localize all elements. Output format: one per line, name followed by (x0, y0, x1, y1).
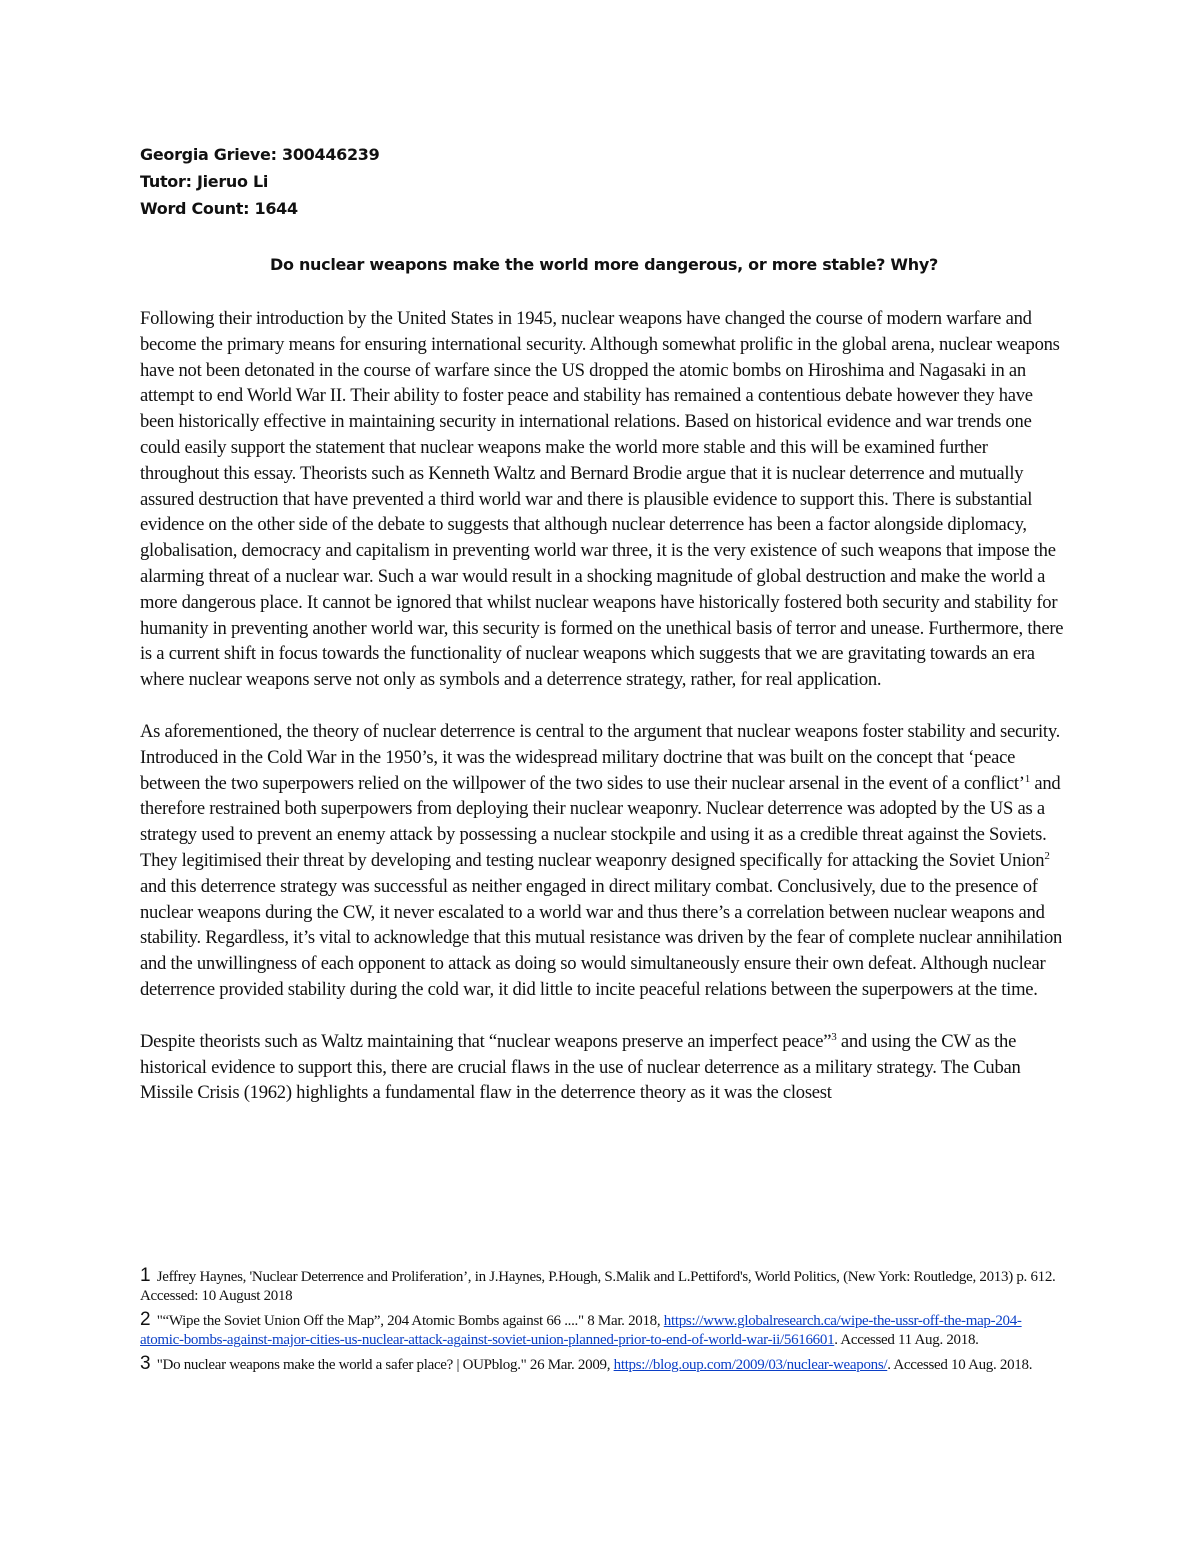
footnotes-section (140, 1266, 1060, 1379)
footnote-text: "Do nuclear weapons make the world a safer place? | OUPblog." 26 Mar. 2009, (153, 1357, 614, 1373)
word-count-line: Word Count: 1644 (140, 199, 298, 218)
paragraph-3-text-b: and using the CW as the historical evidence to support this, there are crucial flaws in the use of nuclear deterrence as a military strategy. The Cuban Missile Crisis (1962) highlights a fundamental flaw in the deterrence theory as it was the closest (140, 1030, 1021, 1104)
paragraph-1: Following their introduction by the United States in 1945, nuclear weapons have changed the course of modern warfare and become the primary means for ensuring international security. Although somewhat prolific in the global arena, nuclear weapons have not been detonated in the course of warfare since the US dropped the atomic bombs on Hiroshima and Nagasaki in an attempt to end World War II. Their ability to foster peace and stability has remained a contentious debate however they have been historically effective in maintaining security in international relations. Based on historical evidence and war trends one could easily support the statement that nuclear weapons make the world more stable and this will be examined further throughout this essay. Theorists such as Kenneth Waltz and Bernard Brodie argue that it is nuclear deterrence and mutually assured destruction that have prevented a third world war and there is plausible evidence to support this. There is substantial evidence on the other side of the debate to suggests that although nuclear deterrence has been a factor alongside diplomacy, globalisation, democracy and capitalism in preventing world war three, it is the very existence of such weapons that impose the alarming threat of a nuclear war. Such a war would result in a shocking magnitude of global destruction and make the world a more dangerous place. It cannot be ignored that whilst nuclear weapons have historically fostered both security and stability for humanity in preventing another world war, this security is formed on the unethical basis of terror and unease. Furthermore, there is a current shift in focus towards the functionality of nuclear weapons which suggests that we are gravitating towards an era where nuclear weapons serve not only as symbols and a deterrence strategy, rather, for real application. (140, 308, 1064, 691)
footnote-1 (140, 1266, 1060, 1306)
footnote-ref-3[interactable]: 3 (831, 1030, 837, 1043)
essay-title: Do nuclear weapons make the world more dangerous, or more stable? Why? (270, 255, 938, 274)
paragraph-3-text-a: Despite theorists such as Waltz maintaining that “nuclear weapons preserve an imperfect peace” (140, 1030, 832, 1052)
footnote-number: 3 (140, 1353, 151, 1374)
footnote-link[interactable]: https://blog.oup.com/2009/03/nuclear-weapons/ (613, 1357, 888, 1373)
paragraph-2-text-b: and therefore restrained both superpowers from deploying their nuclear weaponry. Nuclear deterrence was adopted by the US as a strategy used to prevent an enemy attack by possessing a nuclear stockpile and using it as a credible threat against the Soviets. They legitimised their threat by developing and testing nuclear weaponry designed specifically for attacking the Soviet Union (140, 772, 1061, 871)
essay-body (140, 306, 1066, 1132)
footnote-link[interactable]: https://www.globalresearch.ca/wipe-the-ussr-off-the-map-204-atomic-bombs-against-major-cities-us-nuclear-attack-against-soviet-union-planned-prior-to-end-of-world-war-ii/5616601 (140, 1313, 1022, 1348)
footnote-text: "“Wipe the Soviet Union Off the Map”, 204 Atomic Bombs against 66 ...." 8 Mar. 2018, (153, 1313, 664, 1329)
footnote-ref-1[interactable]: 1 (1024, 772, 1030, 785)
paragraph-2 (140, 719, 1066, 1003)
author-line: Georgia Grieve: 300446239 (140, 145, 380, 164)
footnote-text-after: . Accessed 11 Aug. 2018. (834, 1332, 979, 1348)
footnote-2 (140, 1310, 1060, 1350)
footnote-number: 2 (140, 1309, 151, 1330)
paragraph-3 (140, 1029, 1066, 1106)
footnote-text: Jeffrey Haynes, 'Nuclear Deterrence and Proliferation’, in J.Haynes, P.Hough, S.Malik and L.Pettiford's, World Politics, (New York: Routledge, 2013) p. 612. Accessed: 10 August 2018 (140, 1269, 1056, 1304)
footnote-ref-2[interactable]: 2 (1044, 849, 1050, 862)
footnote-number: 1 (140, 1265, 151, 1286)
paragraph-2-text-c: and this deterrence strategy was successful as neither engaged in direct military combat. Conclusively, due to the presence of nuclear weapons during the CW, it never escalated to a world war and thus there’s a correlation between nuclear weapons and stability. Regardless, it’s vital to acknowledge that this mutual resistance was driven by the fear of complete nuclear annihilation and the unwillingness of each opponent to attack as doing so would simultaneously ensure their own defeat. Although nuclear deterrence provided stability during the cold war, it did little to incite peaceful relations between the superpowers at the time. (140, 875, 1063, 1000)
tutor-line: Tutor: Jieruo Li (140, 172, 269, 191)
footnote-text-after: . Accessed 10 Aug. 2018. (887, 1357, 1033, 1373)
paragraph-2-text-a: As aforementioned, the theory of nuclear deterrence is central to the argument that nuclear weapons foster stability and security. Introduced in the Cold War in the 1950’s, it was the widespread military doctrine that was built on the concept that ‘peace between the two superpowers relied on the willpower of the two sides to use their nuclear arsenal in the event of a conflict’ (140, 720, 1061, 794)
header-block (140, 141, 379, 222)
footnote-3 (140, 1354, 1060, 1375)
